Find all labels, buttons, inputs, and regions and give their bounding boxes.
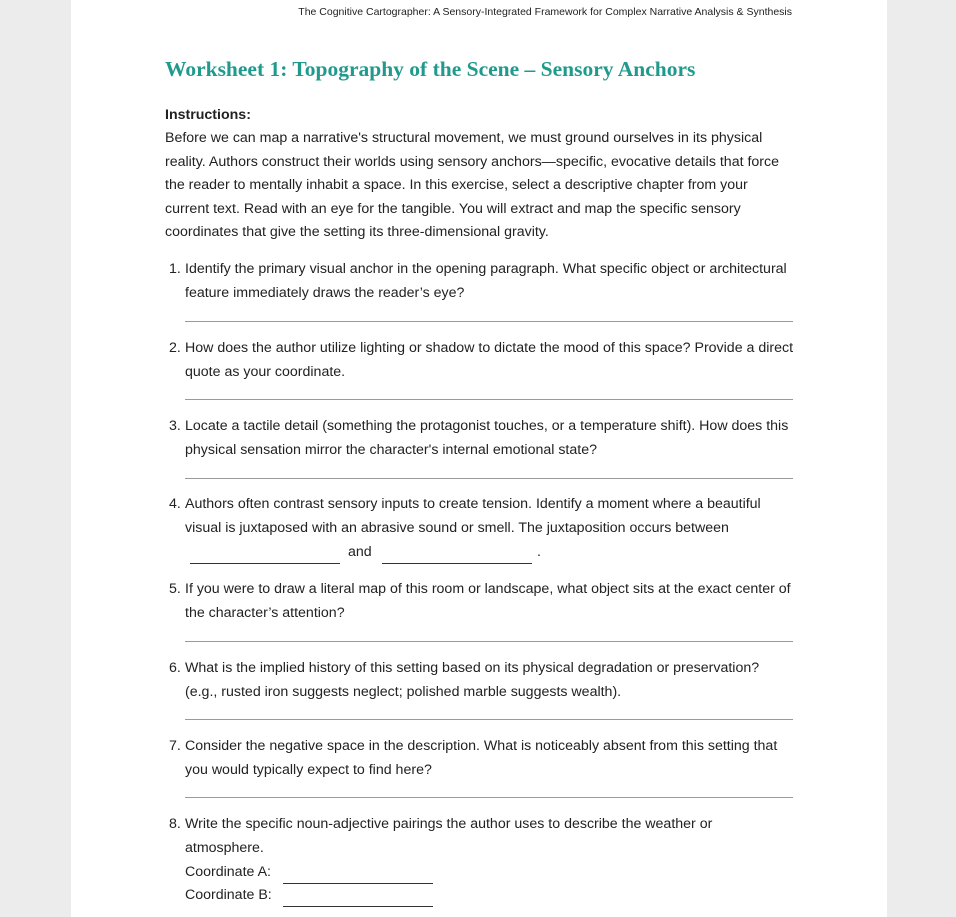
question-text: Write the specific noun-adjective pairings the author uses to describe the weather or atmosphere. [185, 816, 713, 856]
instructions-heading: Instructions: [165, 107, 251, 123]
question-7 [169, 735, 794, 782]
answer-line-6[interactable] [185, 719, 793, 720]
worksheet-title: Worksheet 1: Topography of the Scene – Sensory Anchors [165, 57, 696, 81]
coordinate-a-blank[interactable] [283, 883, 433, 884]
question-6 [169, 657, 794, 704]
answer-line-7[interactable] [185, 797, 793, 798]
question-number: 4. [169, 496, 181, 512]
juxtaposition-blank-2[interactable] [382, 563, 532, 564]
question-1 [169, 258, 794, 305]
coordinate-a-label: Coordinate A: [185, 864, 271, 880]
juxtaposition-period: . [537, 544, 541, 560]
juxtaposition-connector: and [348, 544, 372, 560]
coordinate-b-blank[interactable] [283, 906, 433, 907]
answer-line-2[interactable] [185, 399, 793, 400]
coordinate-b-label: Coordinate B: [185, 887, 272, 903]
answer-line-1[interactable] [185, 321, 793, 322]
question-text: What is the implied history of this setting based on its physical degradation or preservation? (e.g., rusted iron suggests neglect; polished marble suggests wealth). [185, 660, 760, 700]
instructions-body: Before we can map a narrative's structural movement, we must ground ourselves in its physical reality. Authors construct their worlds using sensory anchors—specific, evocative details that force the reader to mentally inhabit a space. In this exercise, select a descriptive chapter from your current text. Read with an eye for the tangible. You will extract and map the specific sensory coordinates that give the setting its three-dimensional gravity. [165, 130, 780, 241]
question-number: 2. [169, 340, 181, 356]
instructions-block [165, 104, 795, 244]
question-number: 1. [169, 261, 181, 277]
question-text: Consider the negative space in the description. What is noticeably absent from this setting that you would typically expect to find here? [185, 738, 778, 778]
question-2 [169, 337, 794, 384]
worksheet-page [71, 0, 887, 917]
question-text: Identify the primary visual anchor in the opening paragraph. What specific object or architectural feature immediately draws the reader’s eye? [185, 261, 787, 301]
question-number: 6. [169, 660, 181, 676]
question-8 [169, 813, 794, 860]
answer-line-3[interactable] [185, 478, 793, 479]
question-3 [169, 415, 794, 462]
juxtaposition-blank-1[interactable] [190, 563, 340, 564]
question-number: 5. [169, 581, 181, 597]
running-header: The Cognitive Cartographer: A Sensory-Integrated Framework for Complex Narrative Analysis & Synthesis [298, 6, 792, 18]
answer-line-5[interactable] [185, 641, 793, 642]
question-text: How does the author utilize lighting or shadow to dictate the mood of this space? Provide a direct quote as your coordinate. [185, 340, 794, 380]
question-number: 7. [169, 738, 181, 754]
question-4 [169, 493, 794, 540]
question-text: If you were to draw a literal map of this room or landscape, what object sits at the exact center of the character’s attention? [185, 581, 791, 621]
question-5 [169, 578, 794, 625]
question-text: Locate a tactile detail (something the protagonist touches, or a temperature shift). How does this physical sensation mirror the character's internal emotional state? [185, 418, 789, 458]
question-text: Authors often contrast sensory inputs to create tension. Identify a moment where a beautiful visual is juxtaposed with an abrasive sound or smell. The juxtaposition occurs between [185, 496, 761, 536]
question-number: 3. [169, 418, 181, 434]
question-number: 8. [169, 816, 181, 832]
